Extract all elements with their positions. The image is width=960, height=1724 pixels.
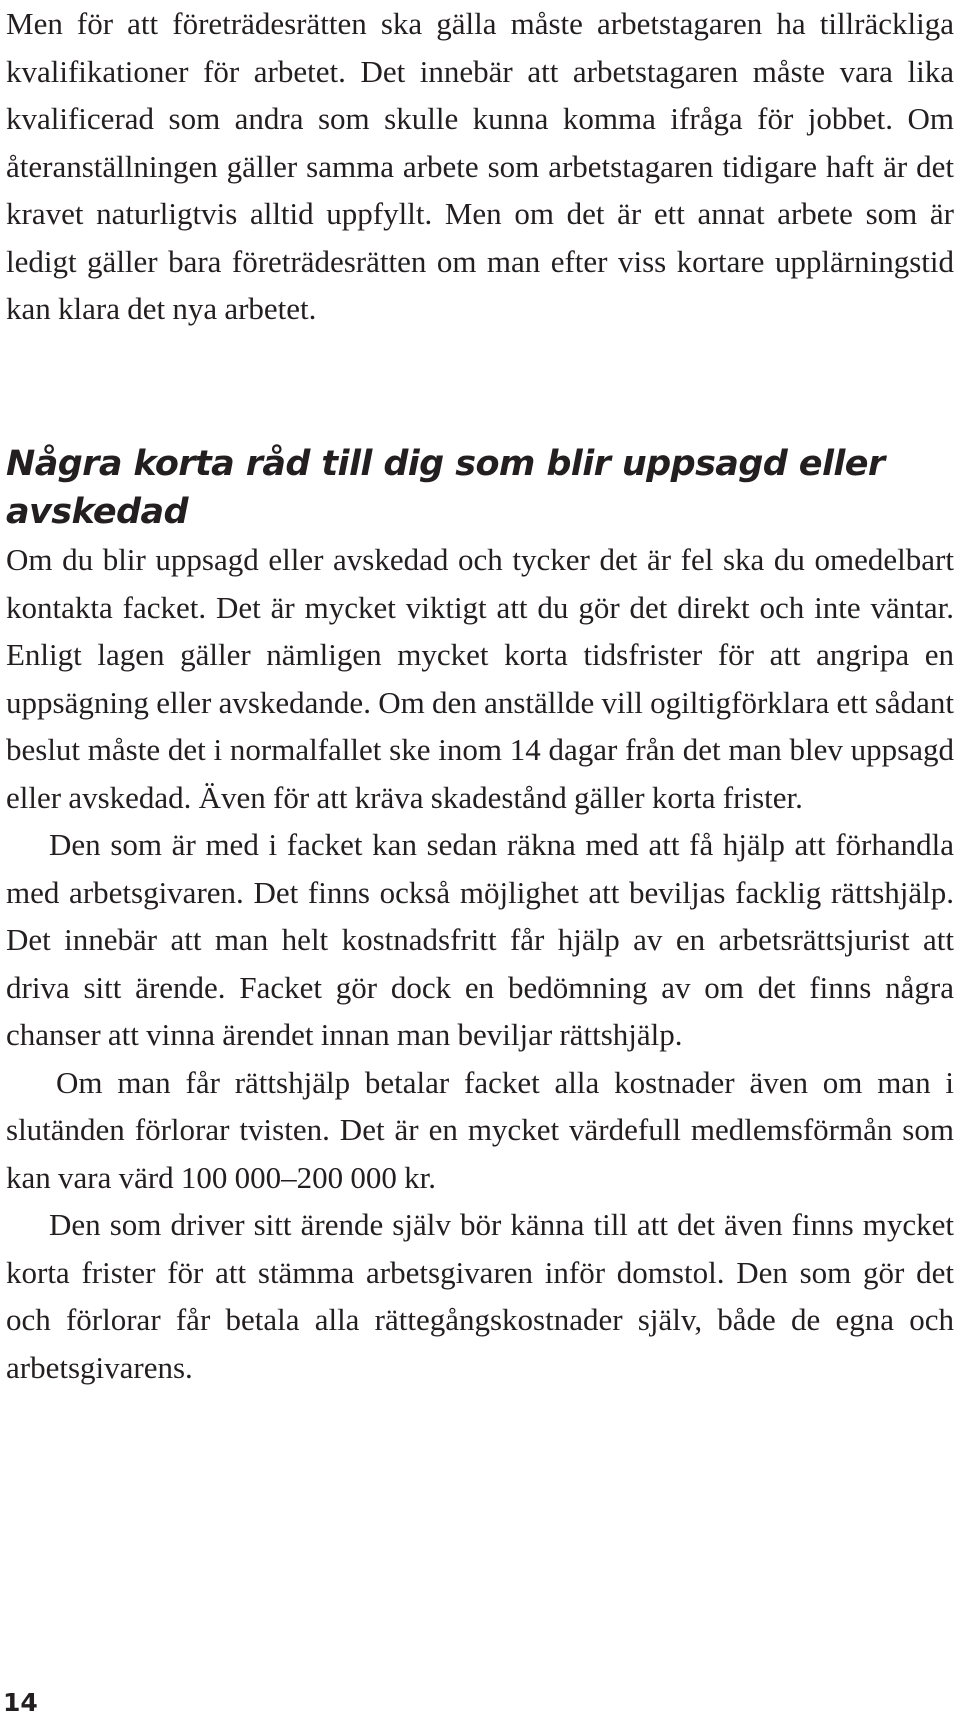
advice-paragraph-3: Om man får rättshjälp betalar facket alla kostnader även om man i slutänden förlorar tvisten. Det är en mycket värdefull medlemsförmån som kan vara värd 100 000–200 000 kr. (6, 1064, 954, 1195)
section-heading: Några korta råd till dig som blir uppsagd eller avskedad (6, 444, 885, 532)
advice-paragraph-1: Om du blir uppsagd eller avskedad och tycker det är fel ska du omedelbart kontakta facket. Det är mycket viktigt att du gör det direkt och inte väntar. Enligt lagen gäller nämligen mycket korta tidsfrister för att angripa en uppsägning eller avskedande. Om den anställde vill ogiltigförklara ett sådant beslut måste det i normalfallet ske inom 14 dagar från det man blev uppsagd eller avskedad. Även för att kräva skadestånd gäller korta frister. (6, 542, 954, 815)
intro-section (6, 0, 954, 333)
advice-paragraph-4: Den som driver sitt ärende själv bör känna till att det även finns mycket korta frister för att stämma arbetsgivaren inför domstol. Den som gör det och förlorar får betala alla rättegångskostnader själv, både de egna och arbetsgivarens. (6, 1207, 954, 1385)
intro-paragraph: Men för att företrädesrätten ska gälla måste arbetstagaren ha tillräckliga kvalifikationer för arbetet. Det innebär att arbetstagaren måste vara lika kvalificerad som andra som skulle kunna komma ifråga för jobbet. Om återanställningen gäller samma arbete som arbetstagaren tidigare haft är det kravet naturligtvis alltid uppfyllt. Men om det är ett annat arbete som är ledigt gäller bara företrädesrätten om man efter viss kortare upplärningstid kan klara det nya arbetet. (6, 6, 954, 326)
advice-section (6, 440, 954, 1391)
page-number: 14 (3, 1688, 38, 1717)
advice-paragraph-2: Den som är med i facket kan sedan räkna med att få hjälp att förhandla med arbetsgivaren. Det finns också möjlighet att beviljas facklig rättshjälp. Det innebär att man helt kostnadsfritt får hjälp av en arbetsrättsjurist att driva sitt ärende. Facket gör dock en bedömning av om det finns några chanser att vinna ärendet innan man beviljar rättshjälp. (6, 827, 954, 1052)
